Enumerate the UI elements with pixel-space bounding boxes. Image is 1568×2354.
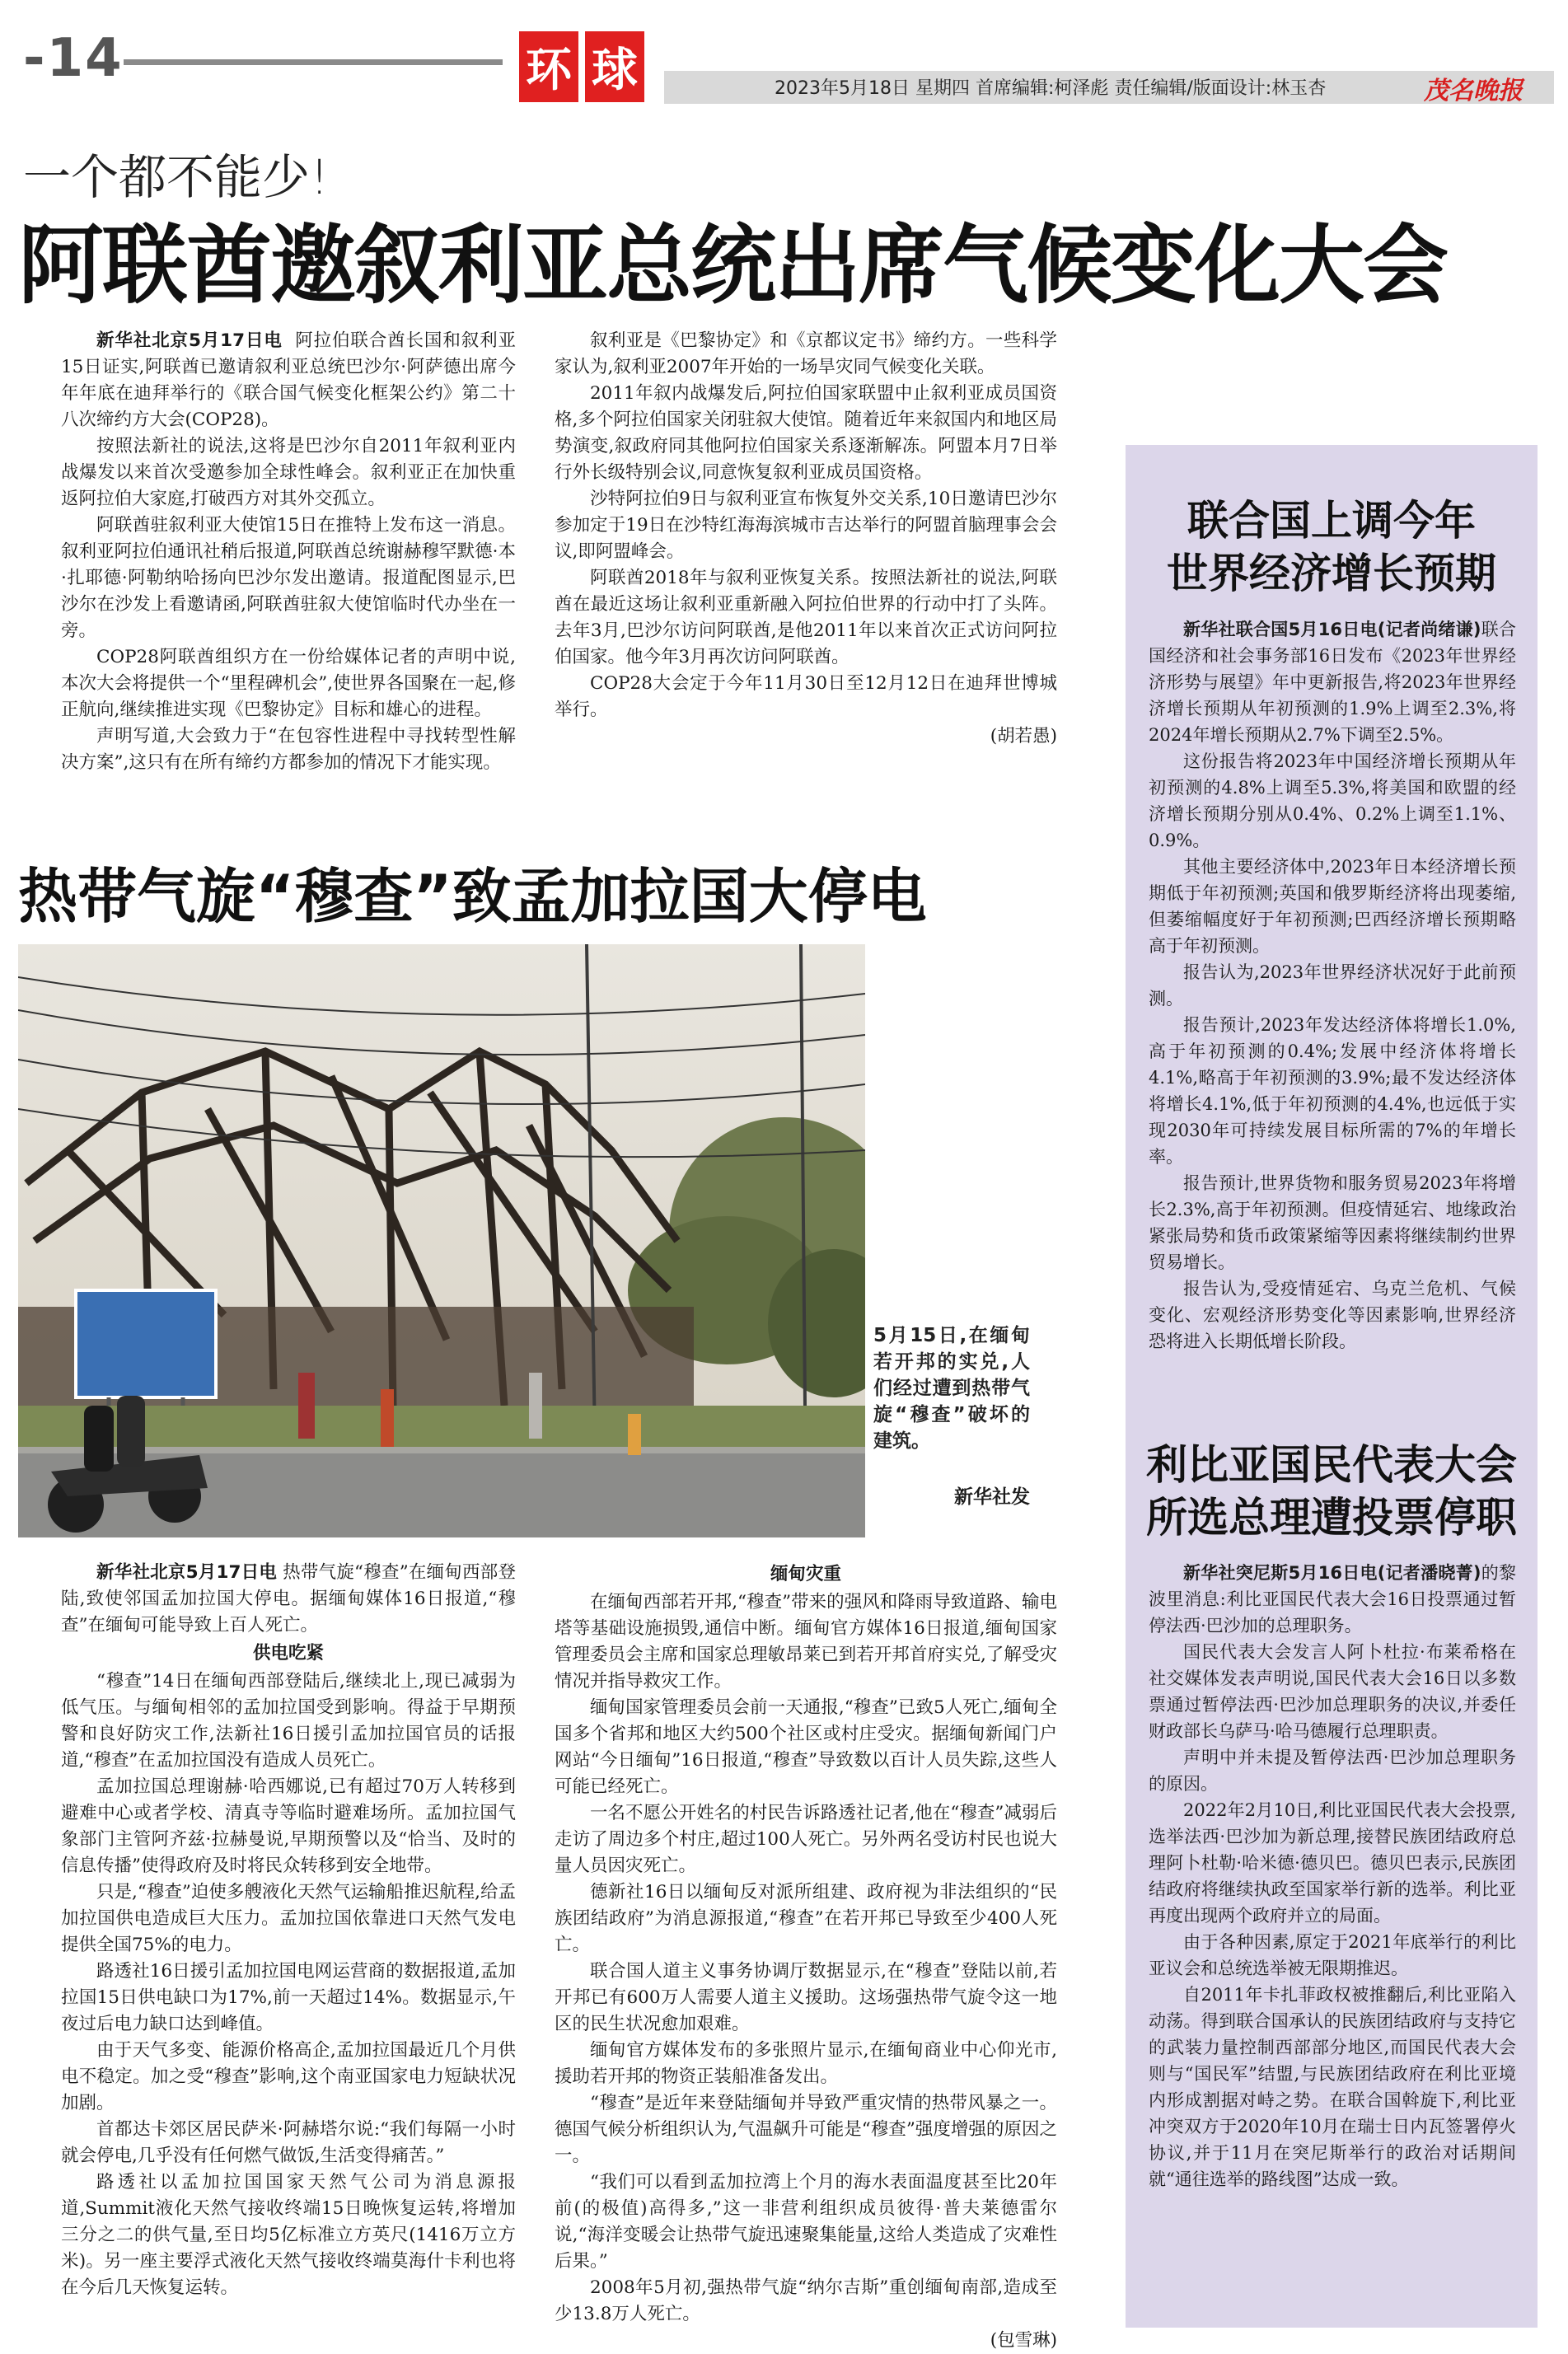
article4-paragraph: 自2011年卡扎菲政权被推翻后,利比亚陷入动荡。得到联合国承认的民族团结政府与支持它的武装力量控制西部部分地区,而国民代表大会则与“国民军”结盟,与民族团结政府在利比亚境内形成割据对峙之势。在联合国斡旋下,利比亚冲突双方于2020年10月在瑞士日内瓦签署停火协议,并于11月在突尼斯举行的政治对话期间就“通往选举的路线图”达成一致。 — [1149, 1985, 1516, 2189]
photo-credit: 新华社发 — [954, 1486, 1030, 1508]
article4-paragraph: 的黎波里消息:利比亚国民代表大会16日投票通过暂停法西·巴沙加的总理职务。 — [1149, 1563, 1517, 1636]
article2-paragraph: 只是,“穆查”迫使多艘液化天然气运输船推迟航程,给孟加拉国供电造成巨大压力。孟加拉国依靠进口天然气发电提供全国75%的电力。 — [61, 1882, 516, 1955]
article2-paragraph: 在缅甸西部若开邦,“穆查”带来的强风和降雨导致道路、输电塔等基础设施损毁,通信中断。缅甸官方媒体16日报道,缅甸国家管理委员会主席和国家总理敏昂莱已到若开邦首府实兑,了解受灾情况并指导救灾工作。 — [555, 1592, 1057, 1692]
article1-paragraph: 阿拉伯联合酋长国和叙利亚15日证实,阿联酋已邀请叙利亚总统巴沙尔·阿萨德出席今年年底在迪拜举行的《联合国气候变化框架公约》第二十八次缔约方大会(COP28)。 — [61, 330, 516, 430]
article4-headline-line: 利比亚国民代表大会 — [1146, 1441, 1517, 1489]
article1-col1 — [61, 328, 516, 776]
article3-body — [1149, 616, 1516, 1355]
article2-byline: (包雪琳) — [990, 2330, 1057, 2351]
header-rule — [124, 59, 503, 65]
article1-paragraph: COP28阿联酋组织方在一份给媒体记者的声明中说,本次大会将提供一个“里程碑机会”,使世界各国聚在一起,修正航向,继续推进实现《巴黎协定》目标和雄心的进程。 — [61, 647, 516, 720]
section-char-1: 环 — [519, 31, 578, 102]
article3-paragraph: 报告预计,2023年发达经济体将增长1.0%,高于年初预测的0.4%;发展中经济体将增长4.1%,略高于年初预测的3.9%;最不发达经济体将增长4.1%,低于年初预测的4.4%,也远低于实现2030年可持续发展目标所需的7%的年增长率。 — [1149, 1015, 1516, 1167]
article1-paragraph: 阿联酋2018年与叙利亚恢复关系。按照法新社的说法,阿联酋在最近这场让叙利亚重新融入阿拉伯世界的行动中打了头阵。去年3月,巴沙尔访问阿联酋,是他2011年以来首次正式访问阿拉伯国家。他今年3月再次访问阿联酋。 — [555, 568, 1057, 667]
article1-col2 — [555, 328, 1057, 750]
article3-headline-line: 世界经济增长预期 — [1167, 550, 1496, 597]
article2-paragraph: 缅甸国家管理委员会前一天通报,“穆查”已致5人死亡,缅甸全国多个省邦和地区大约500个社区或村庄受灾。据缅甸新闻门户网站“今日缅甸”16日报道,“穆查”导致数以百计人员失踪,这些人可能已经死亡。 — [555, 1697, 1057, 1797]
article4-paragraph: 由于各种因素,原定于2021年底举行的利比亚议会和总统选举被无限期推迟。 — [1149, 1932, 1516, 1978]
article4-dateline: 新华社突尼斯5月16日电(记者潘晓菁) — [1183, 1563, 1481, 1583]
article1-paragraph: 声明写道,大会致力于“在包容性进程中寻找转型性解决方案”,这只有在所有缔约方都参加的情况下才能实现。 — [61, 726, 516, 773]
article1-paragraph: COP28大会定于今年11月30日至12月12日在迪拜世博城举行。 — [555, 673, 1057, 720]
photo-caption: 5月15日,在缅甸若开邦的实兑,人们经过遭到热带气旋“穆查”破坏的建筑。 — [873, 1325, 1030, 1452]
section-label — [519, 31, 651, 102]
article3-paragraph: 这份报告将2023年中国经济增长预期从年初预测的4.8%上调至5.3%,将美国和欧盟的经济增长预期分别从0.4%、0.2%上调至1.1%、0.9%。 — [1149, 751, 1516, 850]
article2-paragraph: “穆查”14日在缅甸西部登陆后,继续北上,现已减弱为低气压。与缅甸相邻的孟加拉国受到影响。得益于早期预警和良好防灾工作,法新社16日援引孟加拉国官员的话报道,“穆查”在孟加拉国没有造成人员死亡。 — [61, 1671, 516, 1771]
article2-col2 — [555, 1560, 1057, 2354]
article2-paragraph: 路透社16日援引孟加拉国电网运营商的数据报道,孟加拉国15日供电缺口为17%,前一天超过14%。数据显示,午夜过后电力缺口达到峰值。 — [61, 1961, 516, 2034]
article1-headline: 阿联酋邀叙利亚总统出席气候变化大会 — [18, 215, 1448, 316]
article2-paragraph: 2008年5月初,强热带气旋“纳尔吉斯”重创缅甸南部,造成至少13.8万人死亡。 — [555, 2277, 1057, 2324]
cyclone-damage-photo — [18, 944, 865, 1537]
article1-dateline: 新华社北京5月17日电 — [96, 330, 283, 351]
article4-paragraph: 国民代表大会发言人阿卜杜拉·布莱希格在社交媒体发表声明说,国民代表大会16日以多数票通过暂停法西·巴沙加总理职务的决议,并委任财政部长乌萨马·哈马德履行总理职责。 — [1149, 1642, 1516, 1741]
article1-kicker: 一个都不能少! — [23, 149, 330, 205]
article3-paragraph: 报告认为,2023年世界经济状况好于此前预测。 — [1149, 962, 1516, 1009]
article4-headline-line: 所选总理遭投票停职 — [1146, 1494, 1517, 1542]
article2-paragraph: 首都达卡郊区居民萨米·阿赫塔尔说:“我们每隔一小时就会停电,几乎没有任何燃气做饭,生活变得痛苦。” — [61, 2119, 516, 2166]
article1-byline: (胡若愚) — [990, 726, 1057, 746]
header-info: 2023年5月18日 星期四 首席编辑:柯泽彪 责任编辑/版面设计:林玉杏 — [775, 78, 1327, 99]
article3-paragraph: 其他主要经济体中,2023年日本经济增长预期低于年初预测;英国和俄罗斯经济将出现萎缩,但萎缩幅度好于年初预测;巴西经济增长预期略高于年初预测。 — [1149, 857, 1516, 956]
article4-paragraph: 2022年2月10日,利比亚国民代表大会投票,选举法西·巴沙加为新总理,接替民族团结政府总理阿卜杜勒·哈米德·德贝巴。德贝巴表示,民族团结政府将继续执政至国家举行新的选举。利比亚再度出现两个政府并立的局面。 — [1149, 1800, 1516, 1926]
article2-paragraph: 由于天气多变、能源价格高企,孟加拉国最近几个月供电不稳定。加之受“穆查”影响,这个南亚国家电力短缺状况加剧。 — [61, 2040, 516, 2113]
masthead-logo: 茂名晚报 — [1424, 77, 1523, 105]
article1-paragraph: 2011年叙内战爆发后,阿拉伯国家联盟中止叙利亚成员国资格,多个阿拉伯国家关闭驻叙大使馆。随着近年来叙国内和地区局势演变,叙政府同其他阿拉伯国家关系逐渐解冻。阿盟本月7日举行外长级特别会议,同意恢复叙利亚成员国资格。 — [555, 383, 1057, 483]
article1-paragraph: 按照法新社的说法,这将是巴沙尔自2011年叙利亚内战爆发以来首次受邀参加全球性峰会。叙利亚正在加快重返阿拉伯大家庭,打破西方对其外交孤立。 — [61, 436, 516, 509]
article2-paragraph: “穆查”是近年来登陆缅甸并导致严重灾情的热带风暴之一。德国气候分析组织认为,气温飙升可能是“穆查”强度增强的原因之一。 — [555, 2093, 1057, 2166]
article3-paragraph: 联合国经济和社会事务部16日发布《2023年世界经济形势与展望》年中更新报告,将2023年世界经济增长预期从年初预测的1.9%上调至2.3%,将2024年增长预期从2.7%下调至2.5%。 — [1149, 620, 1517, 745]
article2-subhead: 供电吃紧 — [252, 1643, 324, 1664]
article4-body — [1149, 1560, 1516, 2193]
article2-paragraph: 联合国人道主义事务协调厅数据显示,在“穆查”登陆以前,若开邦已有600万人需要人道主义援助。这场强热带气旋令这一地区的民生状况愈加艰难。 — [555, 1961, 1057, 2034]
article2-dateline: 新华社北京5月17日电 — [96, 1562, 278, 1583]
article2-paragraph: 德新社16日以缅甸反对派所组建、政府视为非法组织的“民族团结政府”为消息源报道,“穆查”在若开邦已导致至少400人死亡。 — [555, 1882, 1057, 1955]
article1-paragraph: 叙利亚是《巴黎协定》和《京都议定书》缔约方。一些科学家认为,叙利亚2007年开始的一场旱灾同气候变化关联。 — [555, 330, 1057, 377]
article4-headline — [1126, 1439, 1538, 1544]
article2-headline: 热带气旋“穆查”致孟加拉国大停电 — [18, 862, 927, 931]
article2-paragraph: 缅甸官方媒体发布的多张照片显示,在缅甸商业中心仰光市,援助若开邦的物资正装船准备发出。 — [555, 2040, 1057, 2087]
article3-headline-line: 联合国上调今年 — [1187, 497, 1476, 545]
article2-paragraph: 一名不愿公开姓名的村民告诉路透社记者,他在“穆查”减弱后走访了周边多个村庄,超过100人死亡。另外两名受访村民也说大量人员因灾死亡。 — [555, 1803, 1057, 1876]
article3-dateline: 新华社联合国5月16日电(记者尚绪谦) — [1183, 620, 1481, 639]
article2-paragraph: 孟加拉国总理谢赫·哈西娜说,已有超过70万人转移到避难中心或者学校、清真寺等临时避难场所。孟加拉国气象部门主管阿齐兹·拉赫曼说,早期预警以及“恰当、及时的信息传播”使得政府及时将民众转移到安全地带。 — [61, 1776, 516, 1876]
article3-paragraph: 报告认为,受疫情延宕、乌克兰危机、气候变化、宏观经济形势变化等因素影响,世界经济恐将进入长期低增长阶段。 — [1149, 1279, 1516, 1351]
article2-paragraph: “我们可以看到孟加拉湾上个月的海水表面温度甚至比20年前(的极值)高得多,”这一非营利组织成员彼得·普夫莱德雷尔说,“海洋变暖会让热带气旋迅速聚集能量,这给人类造成了灾难性后果。” — [555, 2172, 1057, 2272]
section-char-2: 球 — [585, 31, 644, 102]
page-number: -14 — [23, 28, 124, 89]
article3-headline — [1126, 494, 1538, 600]
article2-subhead: 缅甸灾重 — [770, 1564, 841, 1584]
article2-paragraph: 路透社以孟加拉国国家天然气公司为消息源报道,Summit液化天然气接收终端15日晚恢复运转,将增加三分之二的供气量,至日均5亿标准立方英尺(1416万立方米)。另一座主要浮式液化天然气接收终端莫海什卡利也将在今后几天恢复运转。 — [61, 2172, 516, 2298]
article1-paragraph: 沙特阿拉伯9日与叙利亚宣布恢复外交关系,10日邀请巴沙尔参加定于19日在沙特红海海滨城市吉达举行的阿盟首脑理事会会议,即阿盟峰会。 — [555, 489, 1057, 562]
article2-col1 — [61, 1560, 516, 2301]
article4-paragraph: 声明中并未提及暂停法西·巴沙加总理职务的原因。 — [1149, 1748, 1516, 1794]
article3-paragraph: 报告预计,世界货物和服务贸易2023年将增长2.3%,高于年初预测。但疫情延宕、地缘政治紧张局势和货币政策紧缩等因素将继续制约世界贸易增长。 — [1149, 1173, 1516, 1272]
article2-lead: 热带气旋“穆查”在缅甸西部登陆,致使邻国孟加拉国大停电。据缅甸媒体16日报道,“穆查”在缅甸可能导致上百人死亡。 — [61, 1562, 517, 1636]
article1-paragraph: 阿联酋驻叙利亚大使馆15日在推特上发布这一消息。叙利亚阿拉伯通讯社稍后报道,阿联酋总统谢赫穆罕默德·本·扎耶德·阿勒纳哈扬向巴沙尔发出邀请。报道配图显示,巴沙尔在沙发上看邀请函,阿联酋驻叙大使馆临时代办坐在一旁。 — [61, 515, 516, 641]
